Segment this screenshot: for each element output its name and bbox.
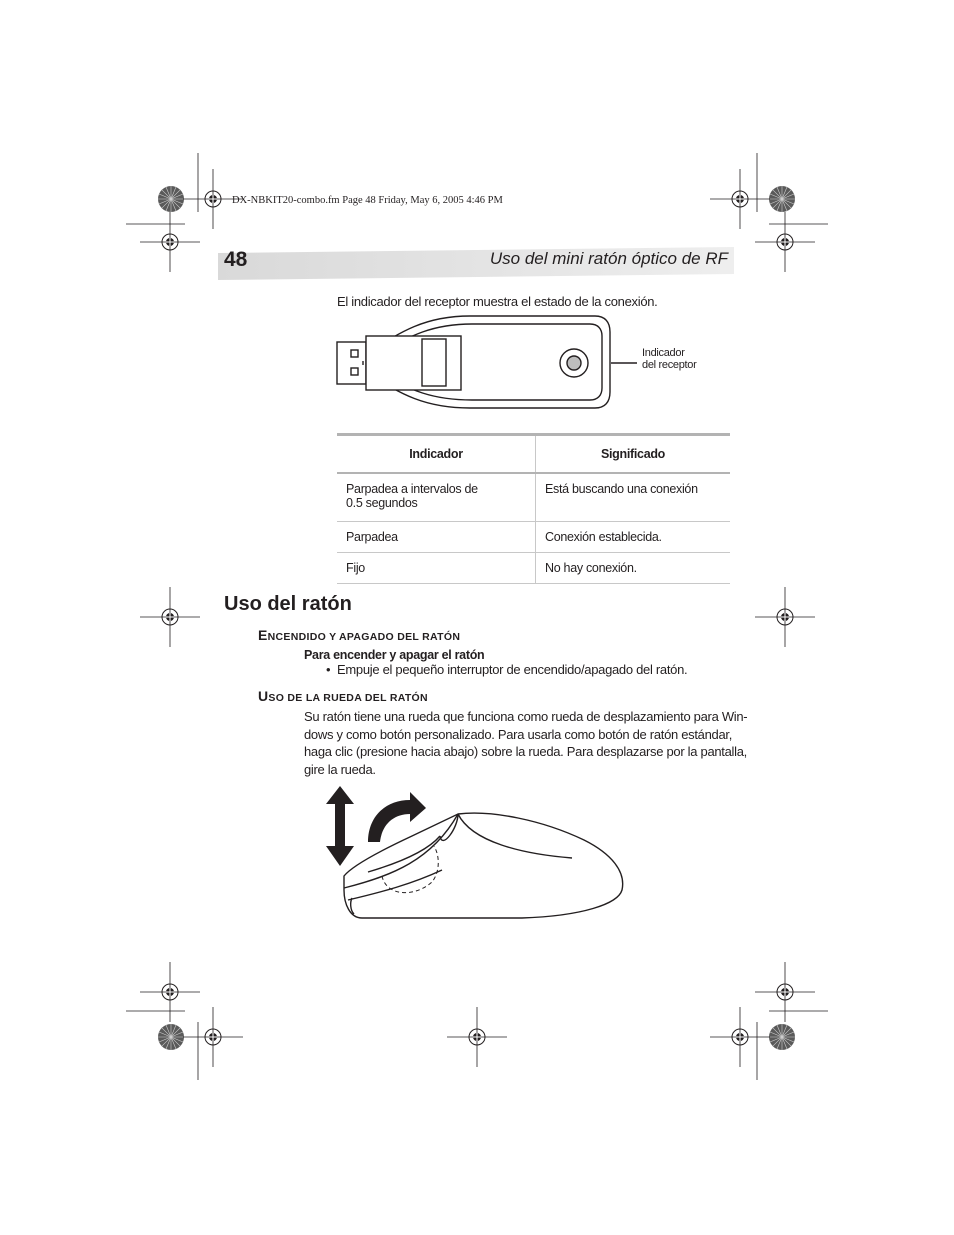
bullet-text: Empuje el pequeño interruptor de encendido/apagado del ratón. (337, 662, 688, 677)
paragraph-line: gire la rueda. (304, 761, 376, 777)
file-slug: DX-NBKIT20-combo.fm Page 48 Friday, May 6, 2005 4:46 PM (232, 195, 503, 206)
subsection-heading-power (258, 627, 460, 643)
paragraph-line: haga clic (presione hacia abajo) sobre la rueda. Para desplazarse por la pantalla, (304, 744, 747, 759)
intro-text: El indicador del receptor muestra el estado de la conexión. (337, 294, 658, 309)
scroll-arrow-icon (326, 786, 354, 866)
table-cell: Parpadea (337, 522, 536, 553)
column-header-indicator: Indicador (337, 435, 536, 474)
table-cell: Está buscando una conexión (536, 473, 731, 522)
subsection-heading-wheel (258, 688, 428, 704)
table-cell: No hay conexión. (536, 553, 731, 584)
column-header-meaning: Significado (536, 435, 731, 474)
callout-line-1: Indicador (642, 347, 685, 359)
receiver-indicator-callout (642, 347, 732, 371)
heading-smallcaps: SO DE LA RUEDA DEL RATÓN (268, 692, 428, 704)
rotate-arrow-icon (368, 792, 426, 842)
heading-initial: U (258, 688, 269, 704)
table-cell: Parpadea a intervalos de 0.5 segundos (337, 473, 536, 522)
table-row (337, 553, 730, 584)
page-number: 48 (224, 248, 248, 271)
running-title: Uso del mini ratón óptico de RF (489, 249, 728, 268)
bullet-marker: • (326, 662, 331, 677)
callout-line-2: del receptor (642, 359, 697, 371)
indicator-table (337, 433, 730, 584)
bullet-item (337, 662, 687, 677)
procedure-title: Para encender y apagar el ratón (304, 648, 485, 662)
heading-smallcaps: NCENDIDO Y APAGADO DEL RATÓN (267, 631, 461, 643)
section-title: Uso del ratón (224, 593, 352, 615)
table-row (337, 473, 730, 522)
paragraph-line: dows y como botón personalizado. Para usarla como botón de ratón estándar, (304, 726, 733, 742)
table-row (337, 522, 730, 553)
table-cell: Conexión establecida. (536, 522, 731, 553)
paragraph-line: Su ratón tiene una rueda que funciona como rueda de desplazamiento para Win- (304, 709, 748, 724)
table-header-row (337, 435, 730, 474)
table-cell: Fijo (337, 553, 536, 584)
mouse-wheel-illustration (322, 780, 632, 922)
wheel-paragraph (304, 708, 748, 778)
heading-initial: E (258, 627, 268, 643)
